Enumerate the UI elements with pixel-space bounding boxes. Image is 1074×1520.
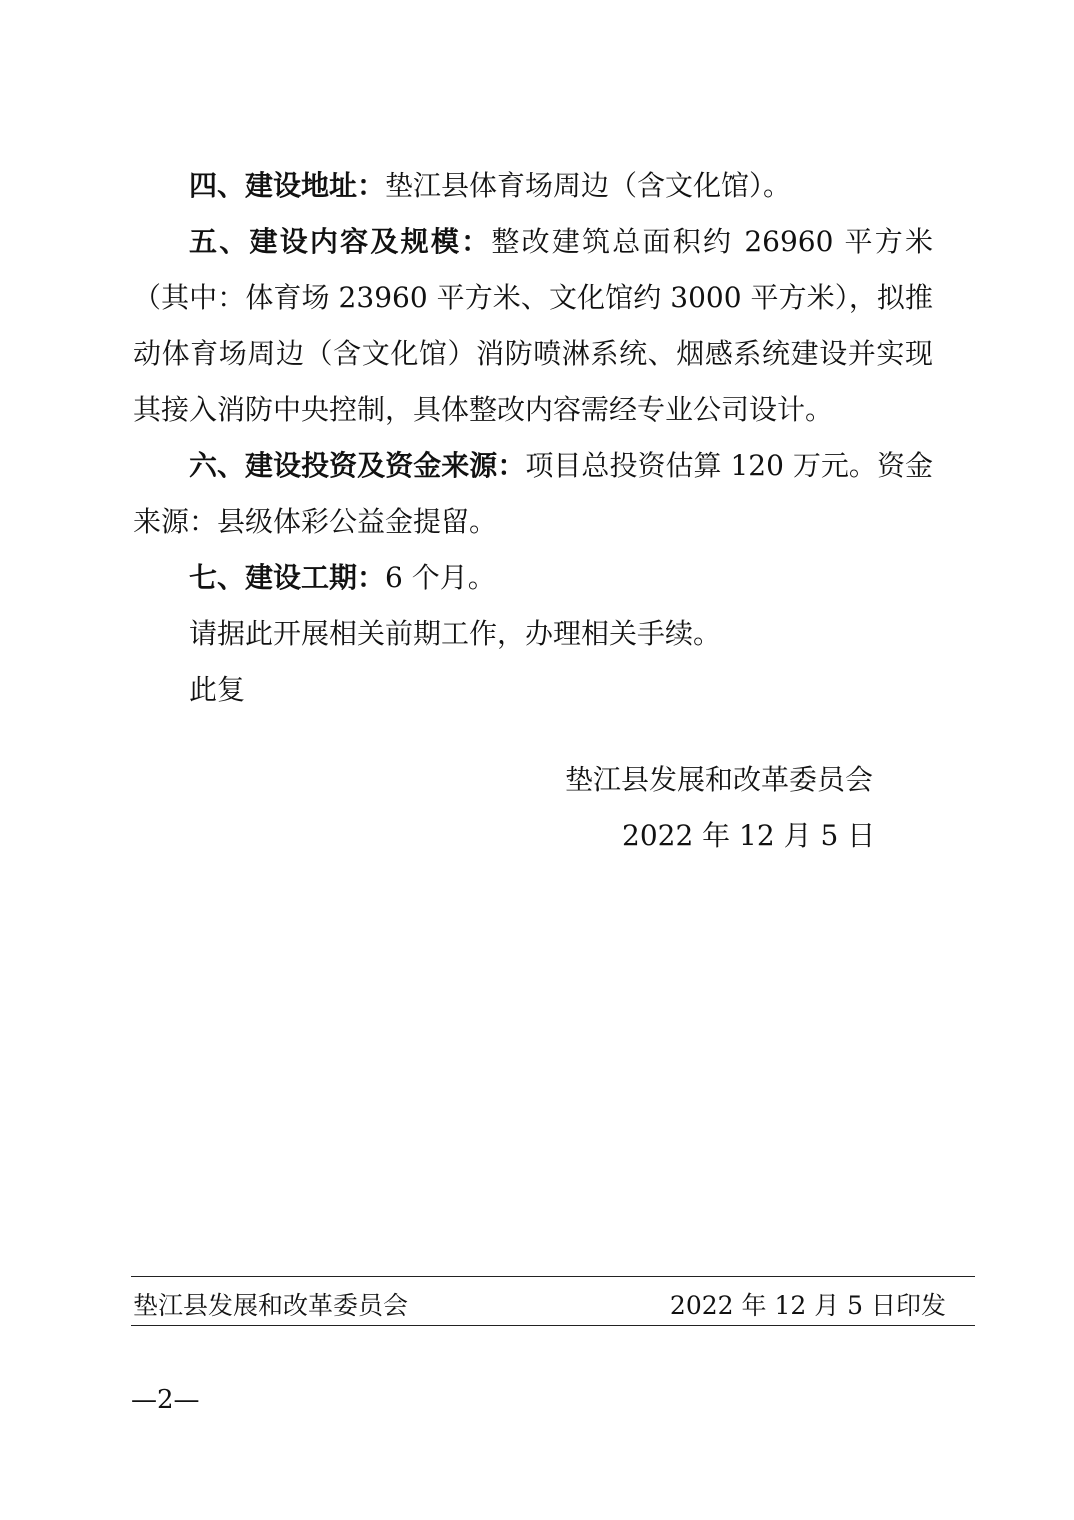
closing-reply: 此复 bbox=[189, 673, 246, 706]
section-text: 垫江县体育场周边（含文化馆）。 bbox=[385, 169, 792, 202]
section-text: 6 个月。 bbox=[385, 561, 496, 594]
section-investment bbox=[133, 438, 933, 550]
page-number: —2— bbox=[131, 1385, 200, 1415]
section-text: 项目总投资估算 120 万元。资金来源：县级体彩公益金提留。 bbox=[133, 449, 933, 538]
footer-issue-date: 2022 年 12 月 5 日印发 bbox=[669, 1291, 946, 1320]
signature-organization: 垫江县发展和改革委员会 bbox=[565, 763, 874, 796]
footer-bottom-rule bbox=[131, 1325, 975, 1326]
section-heading: 五、建设内容及规模： bbox=[189, 225, 492, 258]
document-body bbox=[133, 158, 933, 718]
footer-top-rule bbox=[131, 1276, 975, 1277]
section-heading: 四、建设地址： bbox=[189, 169, 386, 202]
footer-issuer: 垫江县发展和改革委员会 bbox=[133, 1291, 409, 1320]
signature-date: 2022 年 12 月 5 日 bbox=[622, 819, 876, 852]
section-scope bbox=[133, 214, 933, 438]
section-heading: 七、建设工期： bbox=[189, 561, 386, 594]
section-text: 整改建筑总面积约 26960 平方米（其中：体育场 23960 平方米、文化馆约 3000 平方米），拟推动体育场周边（含文化馆）消防喷淋系统、烟感系统建设并实现其接入消防中央控制，具体整改内容需经专业公司设计。 bbox=[133, 225, 933, 426]
section-heading: 六、建设投资及资金来源： bbox=[189, 449, 526, 482]
section-duration bbox=[133, 550, 933, 606]
section-address bbox=[133, 158, 933, 214]
closing-instruction: 请据此开展相关前期工作，办理相关手续。 bbox=[189, 617, 722, 650]
